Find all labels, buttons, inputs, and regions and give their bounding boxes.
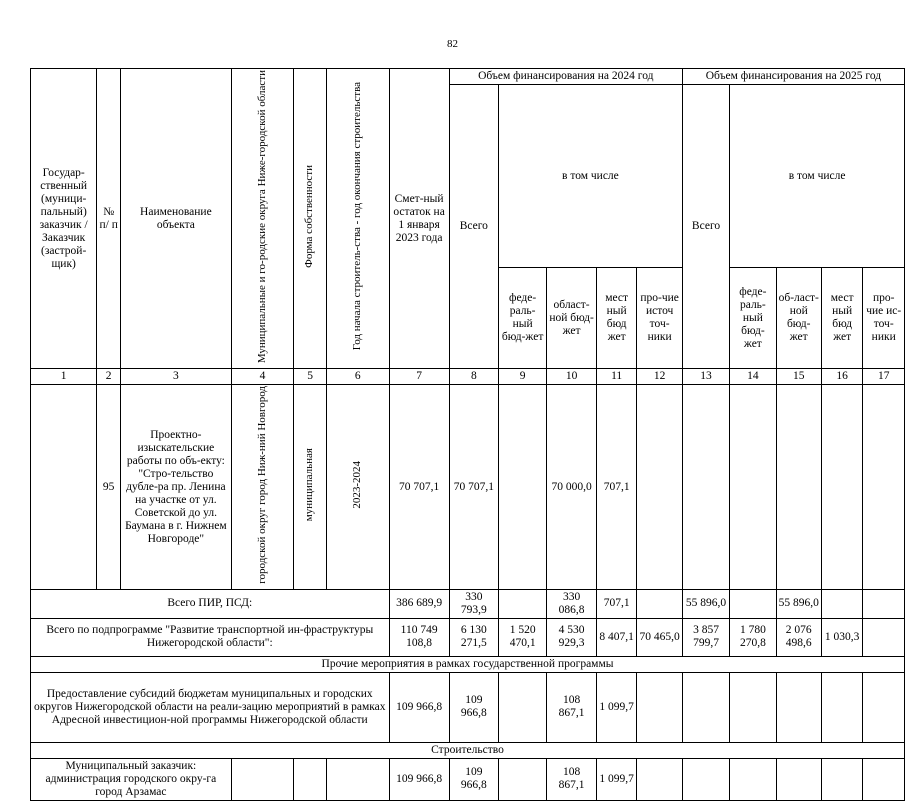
total-pir-total-2025: 55 896,0 <box>682 589 729 618</box>
col-num: 14 <box>730 369 776 385</box>
row-total-2025 <box>682 385 729 590</box>
col-num: 3 <box>121 369 232 385</box>
row-federal-2024 <box>498 385 546 590</box>
total-pir-local-2024: 707,1 <box>596 589 637 618</box>
arzamas-federal-2025 <box>730 758 776 800</box>
row-municipality: городской округ город Ниж-ний Новгород <box>231 385 294 590</box>
header-federal-2025: феде-раль-ный бюд-жет <box>730 268 776 369</box>
row-estimate: 70 707,1 <box>389 385 449 590</box>
header-other-2024: про-чие источ точ-ники <box>637 268 682 369</box>
row-federal-2025 <box>730 385 776 590</box>
total-subprogram-local-2024: 8 407,1 <box>596 618 637 656</box>
col-num: 6 <box>327 369 390 385</box>
arzamas-local-2024: 1 099,7 <box>596 758 637 800</box>
row-ownership: муниципальная <box>294 385 327 590</box>
arzamas-other-2024 <box>637 758 682 800</box>
header-federal-2024: феде-раль-ный бюд-жет <box>498 268 546 369</box>
header-object-name: Наименование объекта <box>121 69 232 369</box>
arzamas-label: Муниципальный заказчик: администрация городского окру-га город Арзамас <box>31 758 232 800</box>
col-num: 5 <box>294 369 327 385</box>
col-num: 15 <box>776 369 821 385</box>
arzamas-federal-2024 <box>498 758 546 800</box>
subsidies-other-2025 <box>863 672 905 742</box>
section-row <box>31 656 905 672</box>
header-including-2025: в том числе <box>730 85 905 268</box>
section-construction: Строительство <box>31 742 905 758</box>
header-total-2025: Всего <box>682 85 729 369</box>
row-local-2025 <box>821 385 863 590</box>
row-object-name: Проектно-изыскательские работы по объ-екту: "Стро-тельство дубле-ра пр. Ленина на участке от ул. Советской до ул. Баумана в г. Нижнем Новгороде" <box>121 385 232 590</box>
col-num: 2 <box>97 369 121 385</box>
header-including-2024: в том числе <box>498 85 682 268</box>
row-local-2024: 707,1 <box>596 385 637 590</box>
total-pir-regional-2024: 330 086,8 <box>547 589 597 618</box>
total-pir-label: Всего ПИР, ПСД: <box>31 589 390 618</box>
total-pir-federal-2025 <box>730 589 776 618</box>
row-total-2024: 70 707,1 <box>449 385 498 590</box>
page-number: 82 <box>447 38 458 50</box>
arzamas-regional-2024: 108 867,1 <box>547 758 597 800</box>
col-num: 1 <box>31 369 97 385</box>
row-years: 2023-2024 <box>327 385 390 590</box>
arzamas-total-2025 <box>682 758 729 800</box>
total-pir-federal-2024 <box>498 589 546 618</box>
header-municipality: Муниципальные и го-родские округа Ниже-городской области <box>231 69 294 369</box>
arzamas-total-2024: 109 966,8 <box>449 758 498 800</box>
arzamas-years <box>327 758 390 800</box>
col-num: 8 <box>449 369 498 385</box>
subsidies-regional-2025 <box>776 672 821 742</box>
column-numbers-row <box>31 369 905 385</box>
header-row-1 <box>31 69 905 85</box>
section-other-activities: Прочие мероприятия в рамках государственной программы <box>31 656 905 672</box>
col-num: 12 <box>637 369 682 385</box>
total-pir-estimate: 386 689,9 <box>389 589 449 618</box>
total-subprogram-regional-2025: 2 076 498,6 <box>776 618 821 656</box>
subsidies-other-2024 <box>637 672 682 742</box>
section-row <box>31 742 905 758</box>
total-subprogram-other-2025 <box>863 618 905 656</box>
total-pir-local-2025 <box>821 589 863 618</box>
header-customer: Государ-ственный (муници-пальный) заказчик / Заказчик (застрой-щик) <box>31 69 97 369</box>
col-num: 11 <box>596 369 637 385</box>
arzamas-municipality <box>231 758 294 800</box>
total-pir-other-2024 <box>637 589 682 618</box>
header-funding-2024: Объем финансирования на 2024 год <box>449 69 682 85</box>
funding-table <box>30 68 905 801</box>
header-other-2025: про-чие ис-точ-ники <box>863 268 905 369</box>
subsidies-local-2024: 1 099,7 <box>596 672 637 742</box>
row-other-2025 <box>863 385 905 590</box>
arzamas-ownership <box>294 758 327 800</box>
total-subprogram-federal-2025: 1 780 270,8 <box>730 618 776 656</box>
table-row <box>31 758 905 800</box>
table-row <box>31 589 905 618</box>
col-num: 7 <box>389 369 449 385</box>
total-subprogram-local-2025: 1 030,3 <box>821 618 863 656</box>
subsidies-total-2024: 109 966,8 <box>449 672 498 742</box>
subsidies-label: Предоставление субсидий бюджетам муниципальных и городских округов Нижегородской области на реали-зацию мероприятий в рамках Адресной инвестицион-ной программы Нижегородской области <box>31 672 390 742</box>
header-ownership: Форма собственности <box>294 69 327 369</box>
col-num: 10 <box>547 369 597 385</box>
col-num: 16 <box>821 369 863 385</box>
arzamas-estimate: 109 966,8 <box>389 758 449 800</box>
total-subprogram-regional-2024: 4 530 929,3 <box>547 618 597 656</box>
row-regional-2025 <box>776 385 821 590</box>
table-row <box>31 618 905 656</box>
col-num: 13 <box>682 369 729 385</box>
col-num: 4 <box>231 369 294 385</box>
total-subprogram-estimate: 110 749 108,8 <box>389 618 449 656</box>
header-estimate: Смет-ный остаток на 1 января 2023 года <box>389 69 449 369</box>
arzamas-regional-2025 <box>776 758 821 800</box>
header-regional-2025: об-ласт-ной бюд-жет <box>776 268 821 369</box>
subsidies-regional-2024: 108 867,1 <box>547 672 597 742</box>
col-num: 17 <box>863 369 905 385</box>
total-pir-regional-2025: 55 896,0 <box>776 589 821 618</box>
row-num: 95 <box>97 385 121 590</box>
arzamas-other-2025 <box>863 758 905 800</box>
table-row <box>31 672 905 742</box>
total-subprogram-total-2024: 6 130 271,5 <box>449 618 498 656</box>
total-subprogram-label: Всего по подпрограмме "Развитие транспортной ин-фраструктуры Нижегородской области": <box>31 618 390 656</box>
header-funding-2025: Объем финансирования на 2025 год <box>682 69 904 85</box>
total-subprogram-other-2024: 70 465,0 <box>637 618 682 656</box>
total-pir-total-2024: 330 793,9 <box>449 589 498 618</box>
header-total-2024: Всего <box>449 85 498 369</box>
row-regional-2024: 70 000,0 <box>547 385 597 590</box>
subsidies-federal-2024 <box>498 672 546 742</box>
arzamas-local-2025 <box>821 758 863 800</box>
subsidies-federal-2025 <box>730 672 776 742</box>
total-subprogram-federal-2024: 1 520 470,1 <box>498 618 546 656</box>
header-local-2024: мест ный бюд жет <box>596 268 637 369</box>
header-num: № п/ п <box>97 69 121 369</box>
header-years: Год начала строитель-ства - год окончания строительства <box>327 69 390 369</box>
subsidies-total-2025 <box>682 672 729 742</box>
total-pir-other-2025 <box>863 589 905 618</box>
row-other-2024 <box>637 385 682 590</box>
subsidies-local-2025 <box>821 672 863 742</box>
header-local-2025: мест ный бюд жет <box>821 268 863 369</box>
total-subprogram-total-2025: 3 857 799,7 <box>682 618 729 656</box>
row-customer <box>31 385 97 590</box>
table-row <box>31 385 905 590</box>
header-regional-2024: област-ной бюд-жет <box>547 268 597 369</box>
subsidies-estimate: 109 966,8 <box>389 672 449 742</box>
col-num: 9 <box>498 369 546 385</box>
